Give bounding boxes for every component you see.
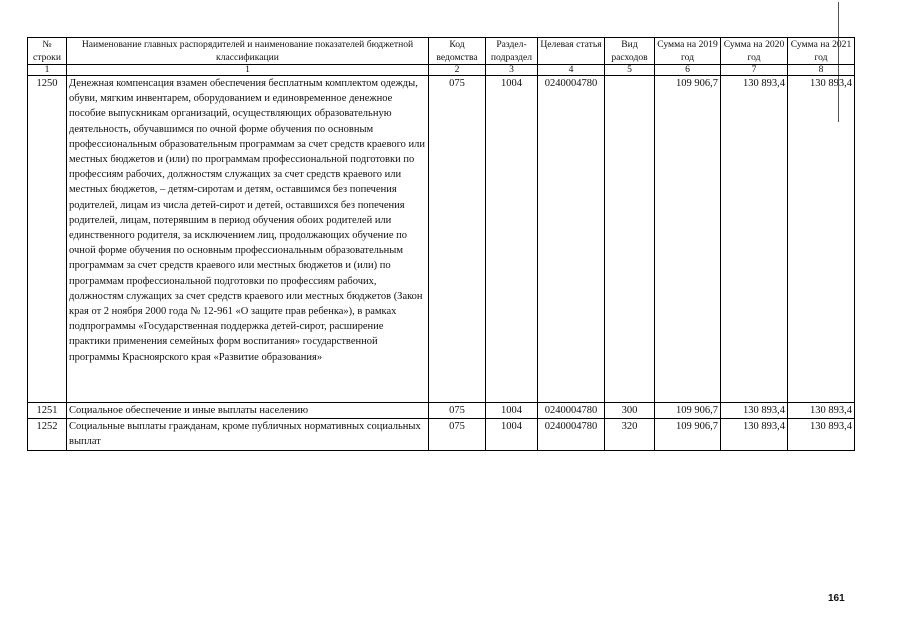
header-target-article: Целевая статья xyxy=(538,38,605,65)
column-number: 8 xyxy=(788,65,855,76)
header-sum-2019: Сумма на 2019 год xyxy=(655,38,721,65)
row-sum-2021: 130 893,4 xyxy=(788,76,855,403)
row-sum-2020: 130 893,4 xyxy=(721,76,788,403)
header-row-number: № строки xyxy=(28,38,67,65)
header-name: Наименование главных распорядителей и наименование показателей бюджетной классификации xyxy=(67,38,429,65)
row-sum-2020: 130 893,4 xyxy=(721,419,788,450)
row-number: 1252 xyxy=(28,419,67,450)
row-target-article: 0240004780 xyxy=(538,419,605,450)
table-row xyxy=(28,403,855,419)
row-expense-type: 300 xyxy=(605,403,655,419)
column-number: 1 xyxy=(67,65,429,76)
column-number: 2 xyxy=(429,65,486,76)
row-sum-2019: 109 906,7 xyxy=(655,76,721,403)
page-number: 161 xyxy=(828,593,845,604)
row-department-code: 075 xyxy=(429,76,486,403)
row-sum-2021: 130 893,4 xyxy=(788,403,855,419)
column-number: 1 xyxy=(28,65,67,76)
header-sum-2021: Сумма на 2021 год xyxy=(788,38,855,65)
column-number: 6 xyxy=(655,65,721,76)
column-number: 4 xyxy=(538,65,605,76)
budget-table xyxy=(27,37,855,451)
column-number: 7 xyxy=(721,65,788,76)
row-department-code: 075 xyxy=(429,419,486,450)
column-number: 5 xyxy=(605,65,655,76)
header-sum-2020: Сумма на 2020 год xyxy=(721,38,788,65)
row-sum-2019: 109 906,7 xyxy=(655,403,721,419)
row-sum-2021: 130 893,4 xyxy=(788,419,855,450)
row-target-article: 0240004780 xyxy=(538,76,605,403)
header-section: Раздел-подраздел xyxy=(486,38,538,65)
row-sum-2020: 130 893,4 xyxy=(721,403,788,419)
row-sum-2019: 109 906,7 xyxy=(655,419,721,450)
row-number: 1250 xyxy=(28,76,67,403)
column-number-row xyxy=(28,65,855,76)
column-number: 3 xyxy=(486,65,538,76)
row-section: 1004 xyxy=(486,403,538,419)
table-row xyxy=(28,419,855,450)
row-section: 1004 xyxy=(486,76,538,403)
row-expense-type: 320 xyxy=(605,419,655,450)
header-expense-type: Вид расходов xyxy=(605,38,655,65)
row-section: 1004 xyxy=(486,419,538,450)
row-department-code: 075 xyxy=(429,403,486,419)
table-row xyxy=(28,76,855,403)
row-number: 1251 xyxy=(28,403,67,419)
row-target-article: 0240004780 xyxy=(538,403,605,419)
header-row xyxy=(28,38,855,65)
row-name: Денежная компенсация взамен обеспечения бесплатным комплектом одежды, обуви, мягким инвентарем, оборудованием и единовременное денежное пособие выпускникам организаций, осуществляющих образовательную деятельность, обучавшимся по очной форме обучения по основным профессиональным образовательным программам за счет средств краевого или местных бюджетов и (или) по программам профессиональной подготовки по профессиям рабочих, должностям служащих за счет средств краевого или местных бюджетов, – детям-сиротам и детям, оставшимся без попечения родителей, лицам из числа детей-сирот и детей, оставшихся без попечения родителей, лицам, потерявшим в период обучения обоих родителей или единственного родителя, за исключением лиц, продолжающих обучение по очной форме обучения по основным профессиональным образовательным программам за счет средств краевого или местных бюджетов и (или) по программам профессиональной подготовки по профессиям рабочих, должностям служащих за счет средств краевого или местных бюджетов (Закон края от 2 ноября 2000 года № 12-961 «О защите прав ребенка»), в рамках подпрограммы «Государственная поддержка детей-сирот, расширение практики применения семейных форм воспитания» государственной программы Красноярского края «Развитие образования» xyxy=(67,76,429,403)
row-name: Социальное обеспечение и иные выплаты населению xyxy=(67,403,429,419)
row-name: Социальные выплаты гражданам, кроме публичных нормативных социальных выплат xyxy=(67,419,429,450)
header-department-code: Код ведомства xyxy=(429,38,486,65)
row-expense-type xyxy=(605,76,655,403)
